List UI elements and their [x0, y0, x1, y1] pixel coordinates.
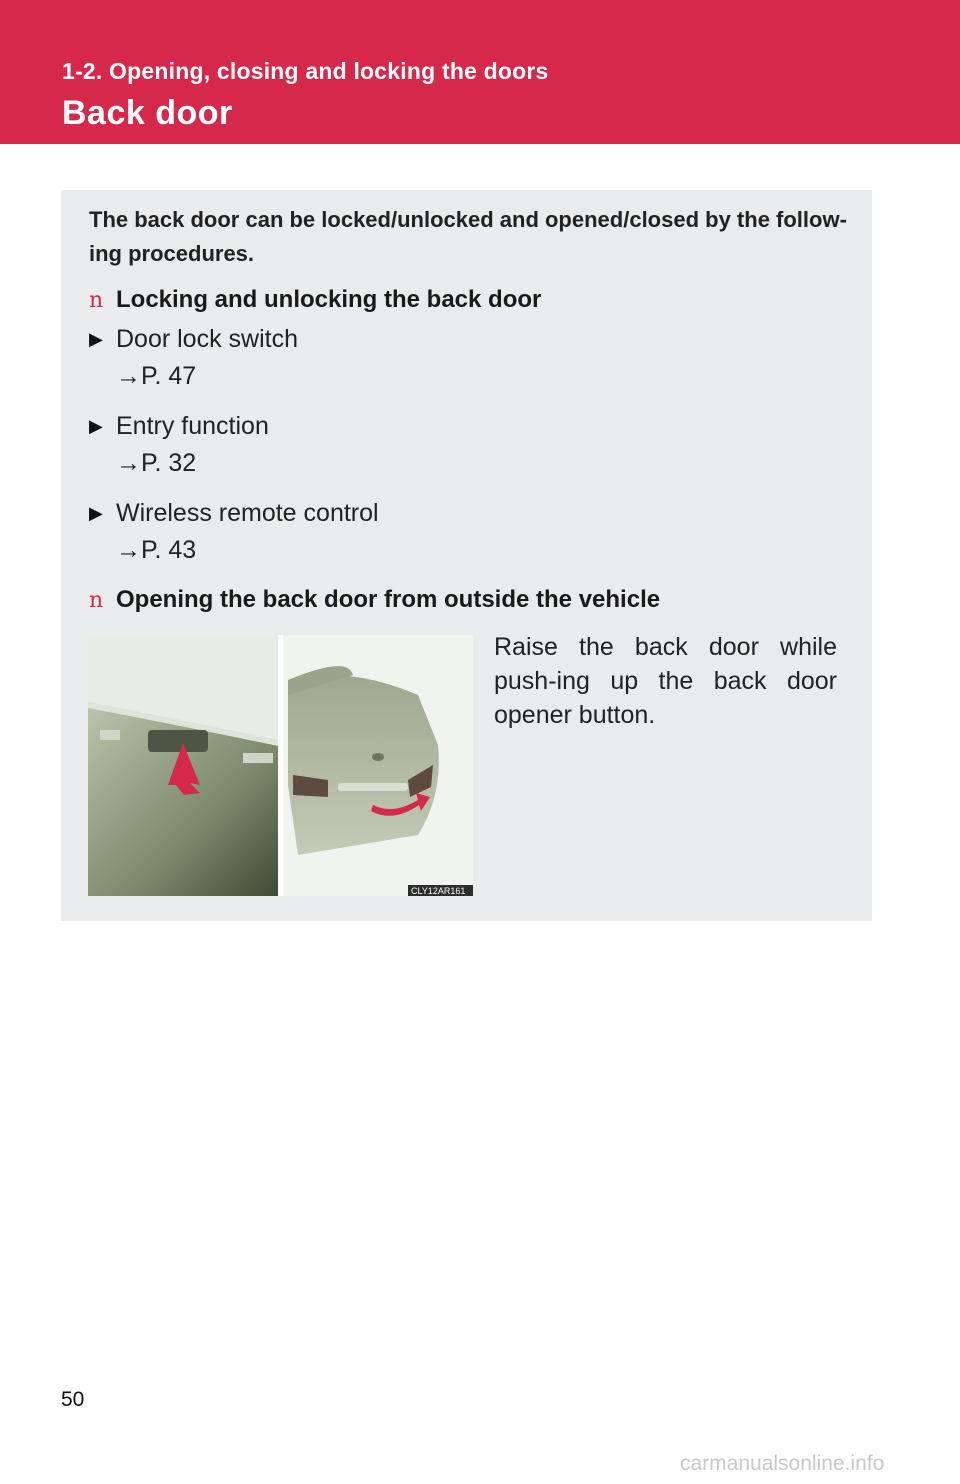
figure-code: CLY12AR161	[411, 886, 466, 896]
subheading-opening	[89, 586, 660, 614]
page-reference-p32[interactable]: →P. 32	[116, 449, 197, 477]
page-reference-p47[interactable]: →P. 47	[116, 362, 197, 390]
triangle-bullet-icon: ▶	[89, 503, 103, 523]
section-title: 1-2. Opening, closing and locking the doors	[62, 58, 549, 84]
page-number: 50	[61, 1388, 85, 1411]
intro-text: The back door can be locked/unlocked and opened/closed by the follow-ing procedures.	[89, 207, 847, 266]
list-item-wireless-remote	[89, 499, 379, 528]
page-reference-link[interactable]	[116, 449, 196, 478]
section-header-bar	[0, 0, 960, 144]
instruction-caption: Raise the back door while push-ing up the back door opener button.	[494, 633, 837, 729]
list-item-label: Entry function	[116, 412, 269, 440]
triangle-bullet-icon: ▶	[89, 329, 103, 349]
watermark-text: carmanualsonline.info	[680, 1452, 885, 1475]
back-door-opener-illustration	[88, 635, 473, 896]
list-item-entry-function	[89, 412, 269, 441]
page-reference-link[interactable]	[116, 362, 196, 391]
page-reference-link[interactable]	[116, 536, 196, 565]
subheading-opening-label: Opening the back door from outside the vehicle	[116, 586, 661, 613]
page-reference-p43[interactable]: →P. 43	[116, 536, 197, 564]
bullet-icon: n	[89, 288, 104, 313]
bullet-icon: n	[89, 588, 104, 613]
triangle-bullet-icon: ▶	[89, 416, 103, 436]
list-item-label: Wireless remote control	[116, 499, 379, 527]
list-item-door-lock-switch	[89, 325, 298, 354]
list-item-label: Door lock switch	[116, 325, 298, 353]
subheading-locking	[89, 286, 541, 314]
subheading-locking-label: Locking and unlocking the back door	[116, 286, 542, 313]
page-title: Back door	[62, 94, 233, 132]
